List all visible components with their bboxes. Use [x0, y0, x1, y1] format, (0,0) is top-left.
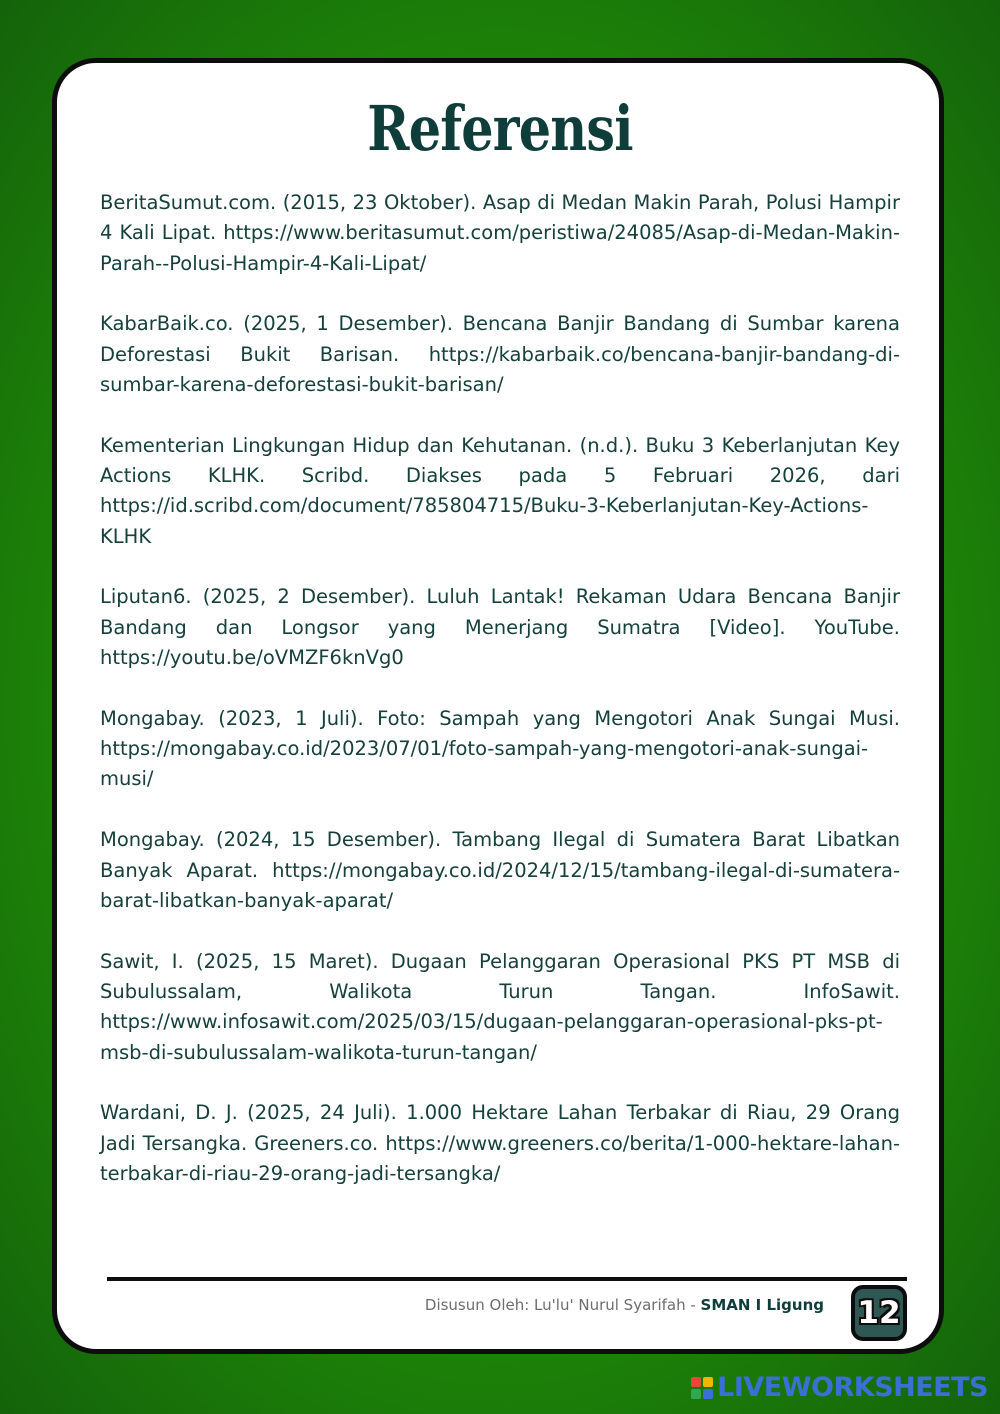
reference-item: Mongabay. (2024, 15 Desember). Tambang Ilegal di Sumatera Barat Libatkan Banyak Aparat. https://mongabay.co.id/2024/12/15/tambang-ilegal-di-sumatera-barat-libatkan-banyak-aparat/ [100, 828, 900, 912]
footer-author: Disusun Oleh: Lu'lu' Nurul Syarifah - [424, 1296, 701, 1314]
reference-item: Wardani, D. J. (2025, 24 Juli). 1.000 Hektare Lahan Terbakar di Riau, 29 Orang Jadi Tersangka. Greeners.co. https://www.greeners.co/berita/1-000-hektare-lahan-terbakar-di-riau-29-orang-jadi-tersangka/ [100, 1101, 900, 1185]
page-number: 12 [857, 1295, 901, 1331]
reference-item: KabarBaik.co. (2025, 1 Desember). Bencana Banjir Bandang di Sumbar karena Deforestasi Bukit Barisan. https://kabarbaik.co/bencana-banjir-bandang-di-sumbar-karena-deforestasi-bukit-barisan/ [100, 312, 900, 396]
reference-list [100, 188, 900, 1220]
page-number-badge [851, 1285, 907, 1341]
watermark-text: LIVEWORKSHEETS [717, 1372, 988, 1403]
reference-item: Kementerian Lingkungan Hidup dan Kehutanan. (n.d.). Buku 3 Keberlanjutan Key Actions KLHK. Scribd. Diakses pada 5 Februari 2026, dari https://id.scribd.com/document/785804715/Buku-3-Keberlanjutan-Key-Actions-KLHK [100, 433, 900, 548]
reference-item: BeritaSumut.com. (2015, 23 Oktober). Asap di Medan Makin Parah, Polusi Hampir 4 Kali Lipat. https://www.beritasumut.com/peristiwa/24085/Asap-di-Medan-Makin-Parah--Polusi-Hampir-4-Kali-Lipat/ [100, 191, 900, 275]
reference-item: Mongabay. (2023, 1 Juli). Foto: Sampah yang Mengotori Anak Sungai Musi. https://mongabay.co.id/2023/07/01/foto-sampah-yang-mengotori-anak-sungai-musi/ [100, 706, 900, 791]
page-title: Referensi [367, 92, 633, 165]
footer-credit [425, 1296, 824, 1314]
reference-item: Sawit, I. (2025, 15 Maret). Dugaan Pelanggaran Operasional PKS PT MSB di Subulussalam, Walikota Turun Tangan. InfoSawit. https://www.infosawit.com/2025/03/15/dugaan-pelanggaran-operasional-pks-pt-msb-di-subulussalam-walikota-turun-tangan/ [100, 949, 900, 1064]
footer-school: SMAN I Ligung [700, 1296, 824, 1314]
liveworksheets-logo-icon [691, 1377, 713, 1399]
reference-item: Liputan6. (2025, 2 Desember). Luluh Lantak! Rekaman Udara Bencana Banjir Bandang dan Longsor yang Menerjang Sumatra [Video]. YouTube. https://youtu.be/oVMZF6knVg0 [100, 585, 900, 670]
footer-divider [107, 1277, 907, 1281]
liveworksheets-watermark [691, 1372, 988, 1403]
